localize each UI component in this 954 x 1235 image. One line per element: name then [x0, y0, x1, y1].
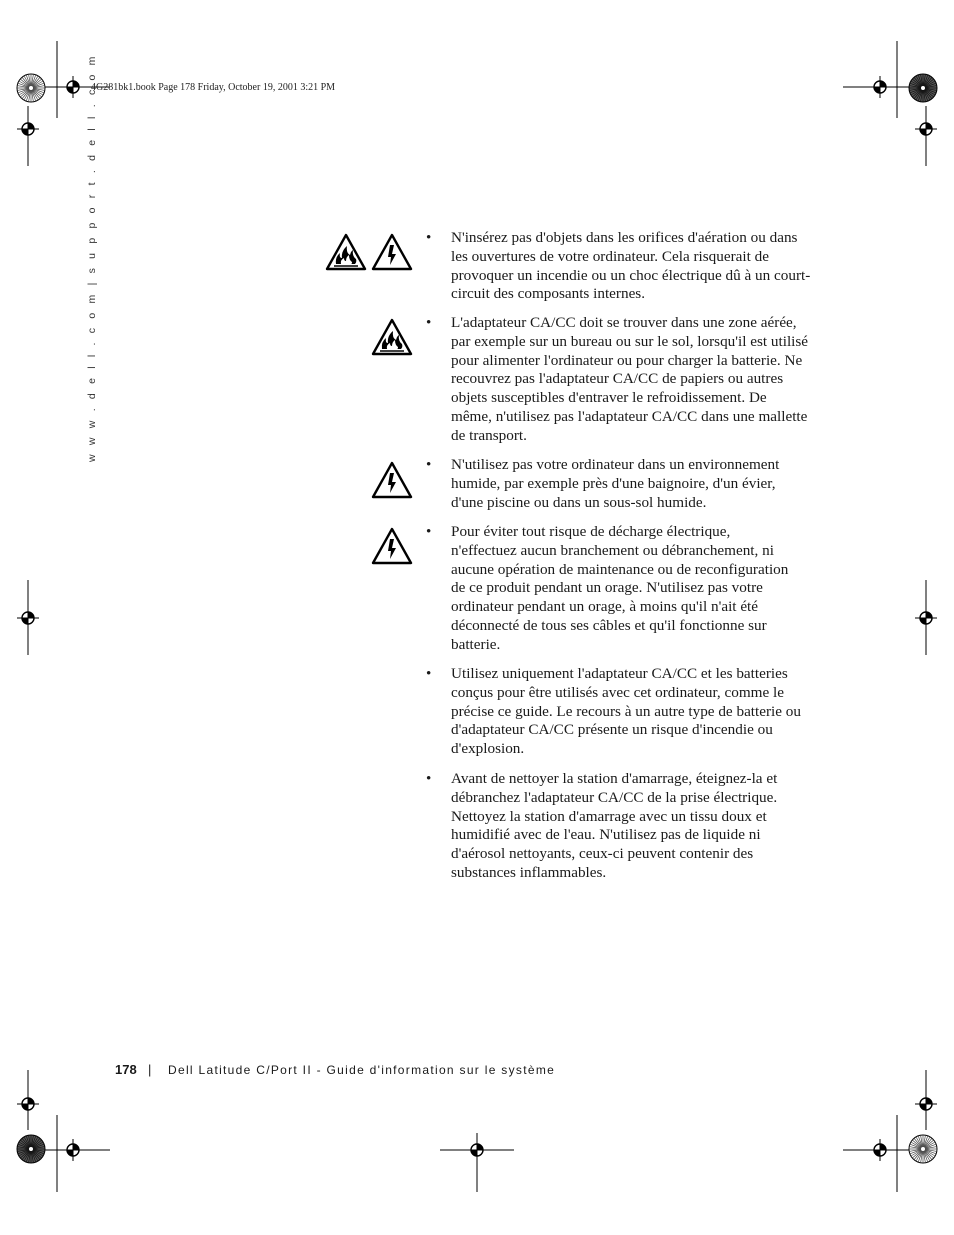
footer-title: Dell Latitude C/Port II - Guide d'information sur le système [168, 1063, 556, 1077]
safety-item-2: L'adaptateur CA/CC doit se trouver dans une zone aérée, par exemple sur un bureau ou sur le sol, lorsqu'il est utilisé pour alimenter l'ordinateur ou pour charger la batterie. Ne recouvrez pas l'adaptateur CA/CC de papiers ou autres objets susceptibles d'entraver le refroidissement. De même, n'utilisez pas l'adaptateur CA/CC dans une mallette de transport. [451, 314, 809, 444]
bullet-4: • [426, 523, 432, 540]
registration-mark [869, 1139, 891, 1161]
electric-warning-icon [371, 527, 413, 565]
safety-item-4: Pour éviter tout risque de décharge électrique, n'effectuez aucun branchement ou débranchement, ni aucune opération de maintenance ou de reconfiguration de ce produit pendant un orage. N'utilisez pas votre ordinateur pendant un orage, à moins qu'il n'ait été déconnecté de tous ses câbles et qu'il fonctionne sur batterie. [451, 523, 789, 653]
registration-mark [915, 118, 937, 140]
registration-mark [915, 1093, 937, 1115]
sidebar-url-text: w w w . d e l l . c o m | s u p p o r t . d e l l . c o m [86, 53, 98, 462]
print-header: 4G281bk1.book Page 178 Friday, October 19, 2001 3:21 PM [91, 82, 336, 93]
bullet-3: • [426, 456, 432, 473]
footer-separator: | [148, 1062, 152, 1077]
registration-mark [62, 1139, 84, 1161]
registration-mark [62, 76, 84, 98]
starburst-mark [17, 1135, 45, 1163]
registration-mark [466, 1139, 488, 1161]
registration-mark [17, 118, 39, 140]
sidebar-url [86, 53, 106, 476]
safety-item-6: Avant de nettoyer la station d'amarrage, éteignez-la et débranchez l'adaptateur CA/CC de la prise électrique. Nettoyez la station d'amarrage avec un tissu doux et humidifié avec de l'eau. N'utilisez pas de liquide ni d'aérosol nettoyants, ceux-ci peuvent contenir des substances inflammables. [451, 770, 778, 881]
starburst-mark [17, 74, 45, 102]
starburst-mark [909, 1135, 937, 1163]
bullet-6: • [426, 770, 432, 787]
safety-item-1: N'insérez pas d'objets dans les orifices d'aération ou dans les ouvertures de votre ordinateur. Cela risquerait de provoquer un incendie ou un choc électrique dû à un court-circuit des composants internes. [451, 229, 811, 303]
registration-mark [17, 1093, 39, 1115]
electric-warning-icon [371, 233, 413, 271]
bullet-2: • [426, 314, 432, 331]
fire-warning-icon [325, 233, 367, 271]
registration-mark [915, 607, 937, 629]
safety-item-3: N'utilisez pas votre ordinateur dans un environnement humide, par exemple près d'une baignoire, d'un évier, d'une piscine ou dans un sous-sol humide. [451, 456, 780, 511]
bullet-1: • [426, 229, 432, 246]
safety-item-5: Utilisez uniquement l'adaptateur CA/CC et les batteries conçus pour être utilisés avec cet ordinateur, comme le précise ce guide. Le recours à un autre type de batterie ou d'adaptateur CA/CC présente un risque d'incendie ou d'explosion. [451, 665, 801, 758]
registration-mark [869, 76, 891, 98]
starburst-mark [909, 74, 937, 102]
bullet-5: • [426, 665, 432, 682]
fire-warning-icon [371, 318, 413, 356]
electric-warning-icon [371, 461, 413, 499]
registration-mark [17, 607, 39, 629]
page-number: 178 [115, 1062, 137, 1077]
